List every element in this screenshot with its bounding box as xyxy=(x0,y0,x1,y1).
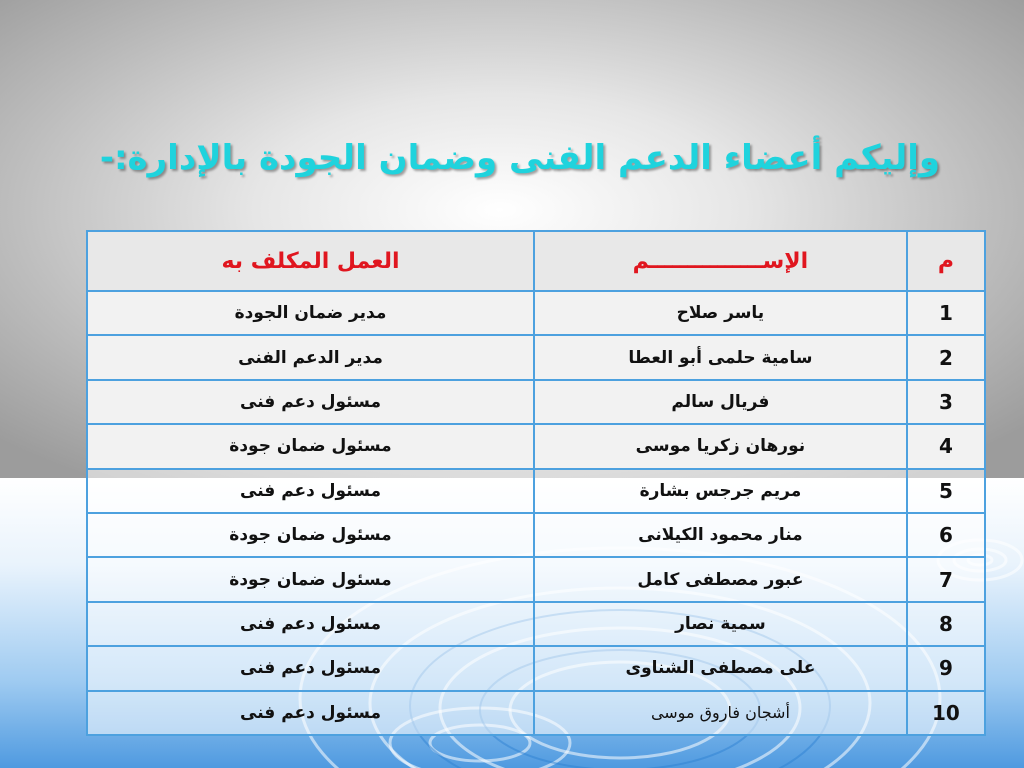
row-name: سمية نصار xyxy=(534,602,907,646)
header-name: الإســـــــــــــــم xyxy=(534,231,907,291)
row-num: 6 xyxy=(907,513,985,557)
table-row xyxy=(87,602,985,646)
row-num: 5 xyxy=(907,469,985,513)
table-header-row xyxy=(87,231,985,291)
row-name: منار محمود الكيلانى xyxy=(534,513,907,557)
row-job: مدير الدعم الفنى xyxy=(87,335,534,379)
row-job: مسئول دعم فنى xyxy=(87,691,534,735)
row-name: نورهان زكريا موسى xyxy=(534,424,907,468)
row-job: مسئول دعم فنى xyxy=(87,380,534,424)
row-num: 2 xyxy=(907,335,985,379)
table-row xyxy=(87,691,985,735)
table-row xyxy=(87,557,985,601)
row-num: 10 xyxy=(907,691,985,735)
row-job: مسئول ضمان جودة xyxy=(87,424,534,468)
table-row xyxy=(87,291,985,335)
row-name: سامية حلمى أبو العطا xyxy=(534,335,907,379)
row-num: 7 xyxy=(907,557,985,601)
table-row xyxy=(87,335,985,379)
row-name: على مصطفى الشناوى xyxy=(534,646,907,690)
row-num: 9 xyxy=(907,646,985,690)
row-name: ياسر صلاح xyxy=(534,291,907,335)
table-row xyxy=(87,424,985,468)
row-job: مسئول ضمان جودة xyxy=(87,557,534,601)
row-job: مسئول دعم فنى xyxy=(87,602,534,646)
row-job: مسئول ضمان جودة xyxy=(87,513,534,557)
table-row xyxy=(87,646,985,690)
row-name: عبور مصطفى كامل xyxy=(534,557,907,601)
row-name: فريال سالم xyxy=(534,380,907,424)
row-num: 3 xyxy=(907,380,985,424)
table-row xyxy=(87,469,985,513)
table-row xyxy=(87,513,985,557)
table-row xyxy=(87,380,985,424)
header-num: م xyxy=(907,231,985,291)
row-job: مدير ضمان الجودة xyxy=(87,291,534,335)
row-name: مريم جرجس بشارة xyxy=(534,469,907,513)
row-num: 8 xyxy=(907,602,985,646)
header-job: العمل المكلف به xyxy=(87,231,534,291)
row-num: 1 xyxy=(907,291,985,335)
members-table xyxy=(86,230,986,736)
slide-title: وإليكم أعضاء الدعم الفنى وضمان الجودة بالإدارة:- xyxy=(99,138,940,178)
row-job: مسئول دعم فنى xyxy=(87,469,534,513)
row-name: أشجان فاروق موسى xyxy=(534,691,907,735)
row-num: 4 xyxy=(907,424,985,468)
row-job: مسئول دعم فنى xyxy=(87,646,534,690)
